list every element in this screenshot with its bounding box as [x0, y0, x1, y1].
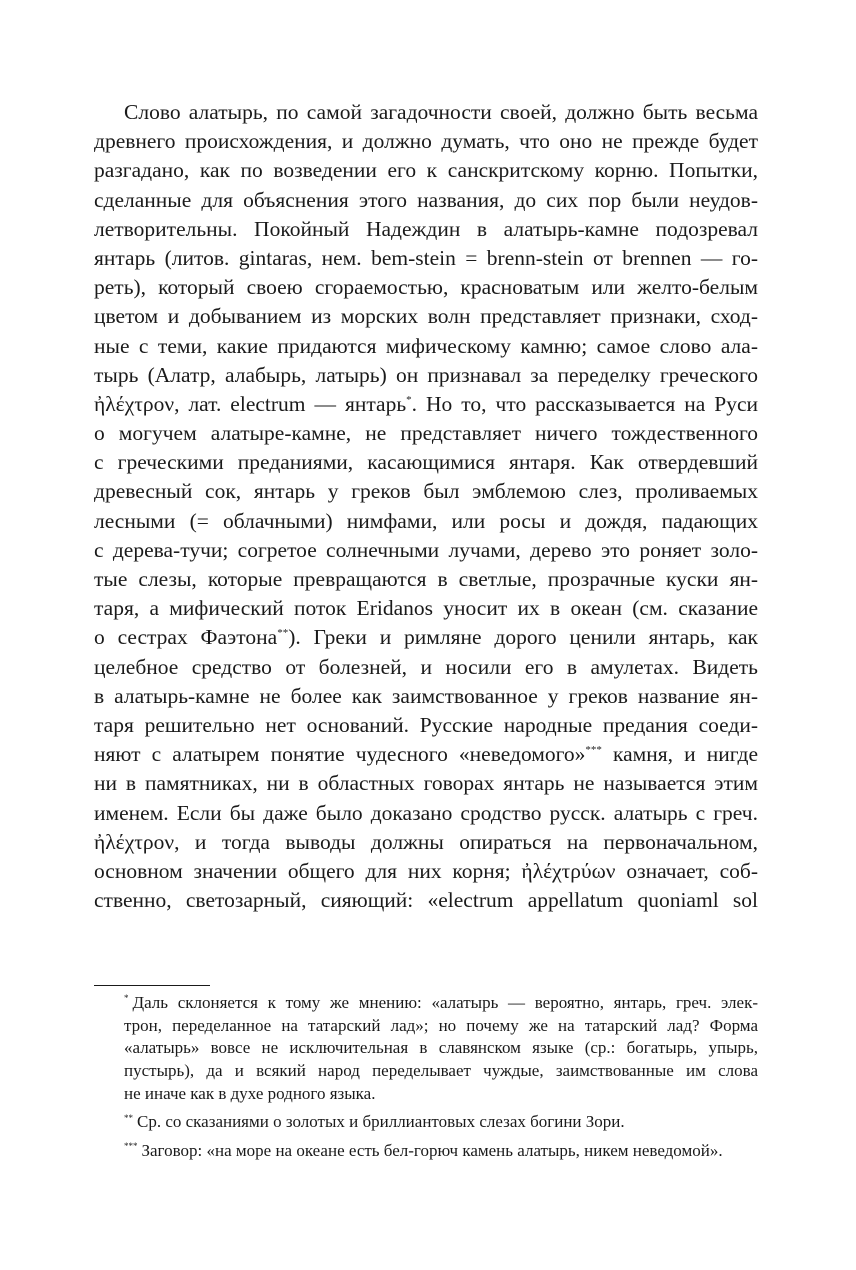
footnote-line: не иначе как в духе родного языка.	[124, 1083, 376, 1103]
footnote-line: * Даль склоняется к тому же мнению: «алатырь — вероятно, янтарь, греч. элек-	[124, 993, 758, 1012]
footnote-mark: ***	[124, 1141, 138, 1152]
text-line: янтарь (литов. gintaras, нем. bem-stein = brenn-stein от brennen — го-	[94, 245, 758, 270]
footnote-line: пустырь), да и всякий народ переделывает чуждые, заимствованные им слова	[124, 1061, 758, 1081]
text-line: о могучем алатыре-камне, не представляет ничего тождественного	[94, 421, 758, 446]
text-line: разгадано, как по возведении его к санскритскому корню. Попытки,	[94, 158, 758, 183]
text-segment: няют с алатырем понятие чудесного «неведомого»	[94, 742, 586, 767]
footnotes	[124, 992, 758, 1169]
text-line: в алатырь-камне не более как заимствованное у греков название ян-	[94, 683, 758, 708]
footnote-line: «алатырь» вовсе не исключительная в славянском языке (ср.: богатырь, упырь,	[124, 1038, 758, 1058]
footnote-ref-2[interactable]: **	[277, 627, 289, 640]
footnote-line: *** Заговор: «на море на океане есть бел-горюч камень алатырь, никем неведомой».	[124, 1141, 723, 1161]
footnote-mark: *	[124, 993, 129, 1004]
text-line: таря, а мифический поток Eridanos уносит их в океан (см. сказание	[94, 596, 758, 621]
text-segment: ). Греки и римляне дорого ценили янтарь, как	[288, 625, 759, 650]
text-line: летворительны. Покойный Надеждин в алатырь-камне подозревал	[94, 216, 758, 241]
footnote-divider	[94, 985, 210, 986]
footnote-ref-1[interactable]: *	[406, 393, 412, 406]
text-segment: . Но то, что рассказывается на Руси	[411, 391, 758, 416]
text-line: ственно, светозарный, сияющий: «electrum appellatum quoniaml sol	[94, 888, 758, 913]
text-segment: камня, и нигде	[601, 742, 758, 767]
text-line: Слово алатырь, по самой загадочности своей, должно быть весьма	[124, 100, 758, 124]
footnote-1	[124, 992, 758, 1105]
text-line: древесный сок, янтарь у греков был эмблемою слез, проливаемых	[94, 479, 758, 504]
footnote-3	[124, 1140, 758, 1163]
footnote-2	[124, 1111, 758, 1134]
text-line: ни в памятниках, ни в областных говорах янтарь не называется этим	[94, 771, 758, 796]
text-line: тые слезы, которые превращаются в светлые, прозрачные куски ян-	[94, 567, 758, 591]
main-text	[94, 98, 758, 915]
text-line	[94, 740, 758, 769]
footnote-mark: **	[124, 1112, 133, 1123]
text-line: таря решительно нет оснований. Русские народные предания соеди-	[94, 712, 758, 737]
text-line: именем. Если бы даже было доказано сродство русск. алатырь с греч.	[94, 800, 758, 825]
text-line: лесными (= облачными) нимфами, или росы и дождя, падающих	[94, 508, 758, 533]
text-line: тырь (Алатр, алабырь, латырь) он признавал за переделку греческого	[94, 362, 758, 387]
text-segment: ἠλέχτρον, лат. electrum — янтарь	[94, 391, 407, 416]
text-line: с дерева-тучи; согретое солнечными лучами, дерево это роняет золо-	[94, 537, 758, 562]
footnote-line: трон, переделанное на татарский лад»; но почему же на татарский лад? Форма	[124, 1015, 758, 1035]
text-line: ные с теми, какие придаются мифическому камню; самое слово ала-	[94, 333, 758, 358]
text-line	[94, 390, 758, 419]
text-line: сделанные для объяснения этого названия, до сих пор были неудов-	[94, 187, 758, 212]
footnote-ref-3[interactable]: ***	[585, 743, 602, 756]
text-line: древнего происхождения, и должно думать, что оно не прежде будет	[94, 129, 758, 154]
text-line: основном значении общего для них корня; ἠλέχτρύων означает, соб-	[94, 858, 758, 883]
text-line: с греческими преданиями, касающимися янтаря. Как отвердевший	[94, 450, 758, 475]
text-segment: о сестрах Фаэтона	[94, 625, 278, 650]
text-line: цветом и добыванием из морских волн представляет признаки, сход-	[94, 304, 758, 329]
footnote-line: ** Ср. со сказаниями о золотых и бриллиантовых слезах богини Зори.	[124, 1112, 625, 1132]
text-line: целебное средство от болезней, и носили его в амулетах. Видеть	[94, 654, 758, 679]
text-line: ἠλέχτρον, и тогда выводы должны опираться на первоначальном,	[94, 829, 758, 854]
text-line	[94, 623, 758, 652]
text-line: реть), который своею сгораемостью, красноватым или желто-белым	[94, 275, 758, 300]
